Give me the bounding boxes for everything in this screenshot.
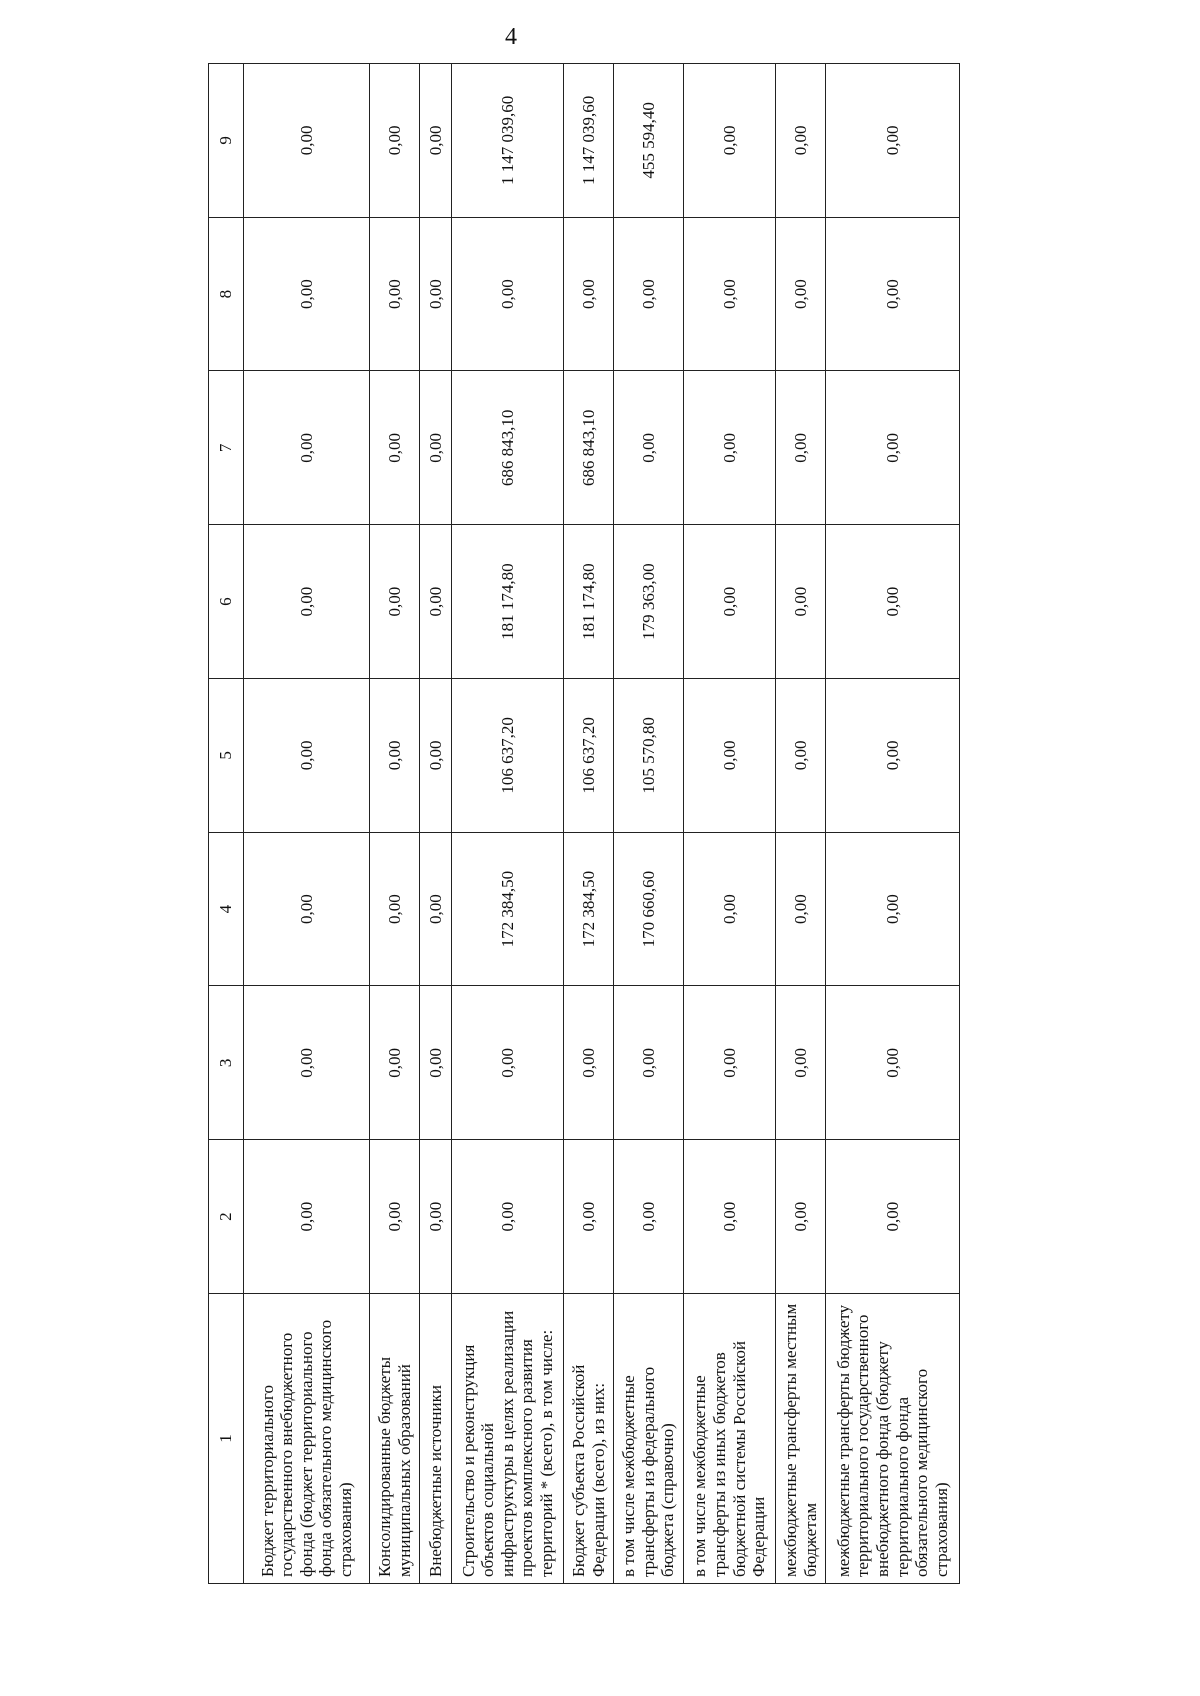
cell-value: 0,00: [564, 1140, 614, 1294]
table-row: [776, 64, 826, 1584]
cell-value: 0,00: [826, 64, 960, 218]
cell-value: 0,00: [452, 1140, 564, 1294]
row-label: в том числе межбюджетные трансферты из федерального бюджета (справочно): [614, 1294, 684, 1584]
table-body: [244, 64, 960, 1584]
cell-value: 0,00: [776, 371, 826, 525]
table-row: [684, 64, 776, 1584]
table-header: [209, 64, 244, 1584]
cell-value: 0,00: [564, 217, 614, 371]
cell-value: 170 660,60: [614, 832, 684, 986]
cell-value: 0,00: [776, 525, 826, 679]
column-header: 3: [209, 986, 244, 1140]
cell-value: 0,00: [826, 679, 960, 833]
page-number: 4: [505, 24, 517, 50]
cell-value: 0,00: [684, 832, 776, 986]
cell-value: 0,00: [244, 1140, 370, 1294]
cell-value: 0,00: [420, 832, 452, 986]
cell-value: 0,00: [684, 371, 776, 525]
cell-value: 0,00: [776, 1140, 826, 1294]
cell-value: 0,00: [420, 679, 452, 833]
cell-value: 0,00: [826, 832, 960, 986]
row-label: Строительство и реконструкция объектов социальной инфраструктуры в целях реализации проектов комплексного развития территорий * (всего), в том числе:: [452, 1294, 564, 1584]
column-header: 8: [209, 217, 244, 371]
cell-value: 106 637,20: [452, 679, 564, 833]
table-row: [420, 64, 452, 1584]
cell-value: 0,00: [684, 64, 776, 218]
row-label: межбюджетные трансферты местным бюджетам: [776, 1294, 826, 1584]
cell-value: 0,00: [420, 217, 452, 371]
row-label: в том числе межбюджетные трансферты из иных бюджетов бюджетной системы Российской Федерации: [684, 1294, 776, 1584]
row-label: межбюджетные трансферты бюджету территориального государственного внебюджетного фонда (бюджету территориального фонда обязательного медицинского страхования): [826, 1294, 960, 1584]
cell-value: 105 570,80: [614, 679, 684, 833]
cell-value: 0,00: [420, 64, 452, 218]
table-wrap: [208, 64, 956, 1584]
row-label: Консолидированные бюджеты муниципальных образований: [370, 1294, 420, 1584]
cell-value: 0,00: [244, 64, 370, 218]
cell-value: 0,00: [776, 832, 826, 986]
cell-value: 0,00: [370, 525, 420, 679]
cell-value: 106 637,20: [564, 679, 614, 833]
cell-value: 1 147 039,60: [564, 64, 614, 218]
table-row: [564, 64, 614, 1584]
cell-value: 0,00: [244, 525, 370, 679]
cell-value: 455 594,40: [614, 64, 684, 218]
row-label: Бюджет территориального государственного внебюджетного фонда (бюджет территориального фонда обязательного медицинского страхования): [244, 1294, 370, 1584]
table-row: [370, 64, 420, 1584]
table-row: [614, 64, 684, 1584]
cell-value: 0,00: [370, 217, 420, 371]
cell-value: 0,00: [420, 371, 452, 525]
cell-value: 0,00: [370, 64, 420, 218]
table-row: [244, 64, 370, 1584]
cell-value: 181 174,80: [564, 525, 614, 679]
cell-value: 0,00: [684, 525, 776, 679]
cell-value: 181 174,80: [452, 525, 564, 679]
cell-value: 0,00: [370, 832, 420, 986]
cell-value: 0,00: [244, 371, 370, 525]
cell-value: 0,00: [420, 1140, 452, 1294]
cell-value: 0,00: [826, 217, 960, 371]
cell-value: 0,00: [452, 217, 564, 371]
column-header: 4: [209, 832, 244, 986]
cell-value: 0,00: [244, 679, 370, 833]
cell-value: 686 843,10: [564, 371, 614, 525]
column-header: 7: [209, 371, 244, 525]
cell-value: 0,00: [826, 986, 960, 1140]
cell-value: 0,00: [370, 1140, 420, 1294]
cell-value: 0,00: [614, 1140, 684, 1294]
cell-value: 0,00: [684, 1140, 776, 1294]
cell-value: 1 147 039,60: [452, 64, 564, 218]
cell-value: 0,00: [776, 64, 826, 218]
table-row: [826, 64, 960, 1584]
cell-value: 0,00: [826, 1140, 960, 1294]
cell-value: 0,00: [684, 986, 776, 1140]
cell-value: 179 363,00: [614, 525, 684, 679]
cell-value: 0,00: [614, 217, 684, 371]
cell-value: 686 843,10: [452, 371, 564, 525]
row-label: Бюджет субъекта Российской Федерации (всего), из них:: [564, 1294, 614, 1584]
cell-value: 0,00: [420, 525, 452, 679]
rotated-table-container: [208, 64, 956, 1584]
cell-value: 0,00: [614, 986, 684, 1140]
column-header: 5: [209, 679, 244, 833]
cell-value: 0,00: [684, 217, 776, 371]
budget-table: [208, 63, 960, 1584]
cell-value: 0,00: [452, 986, 564, 1140]
cell-value: 0,00: [826, 371, 960, 525]
cell-value: 0,00: [370, 986, 420, 1140]
header-row: [209, 64, 244, 1584]
cell-value: 0,00: [564, 986, 614, 1140]
column-header: 9: [209, 64, 244, 218]
cell-value: 0,00: [244, 217, 370, 371]
cell-value: 0,00: [420, 986, 452, 1140]
column-header: 2: [209, 1140, 244, 1294]
cell-value: 0,00: [684, 679, 776, 833]
cell-value: 0,00: [826, 525, 960, 679]
column-header: 6: [209, 525, 244, 679]
cell-value: 0,00: [370, 371, 420, 525]
cell-value: 172 384,50: [452, 832, 564, 986]
cell-value: 172 384,50: [564, 832, 614, 986]
cell-value: 0,00: [370, 679, 420, 833]
table-row: [452, 64, 564, 1584]
cell-value: 0,00: [614, 371, 684, 525]
cell-value: 0,00: [244, 832, 370, 986]
cell-value: 0,00: [776, 986, 826, 1140]
row-label: Внебюджетные источники: [420, 1294, 452, 1584]
cell-value: 0,00: [776, 679, 826, 833]
cell-value: 0,00: [776, 217, 826, 371]
column-header: 1: [209, 1294, 244, 1584]
cell-value: 0,00: [244, 986, 370, 1140]
